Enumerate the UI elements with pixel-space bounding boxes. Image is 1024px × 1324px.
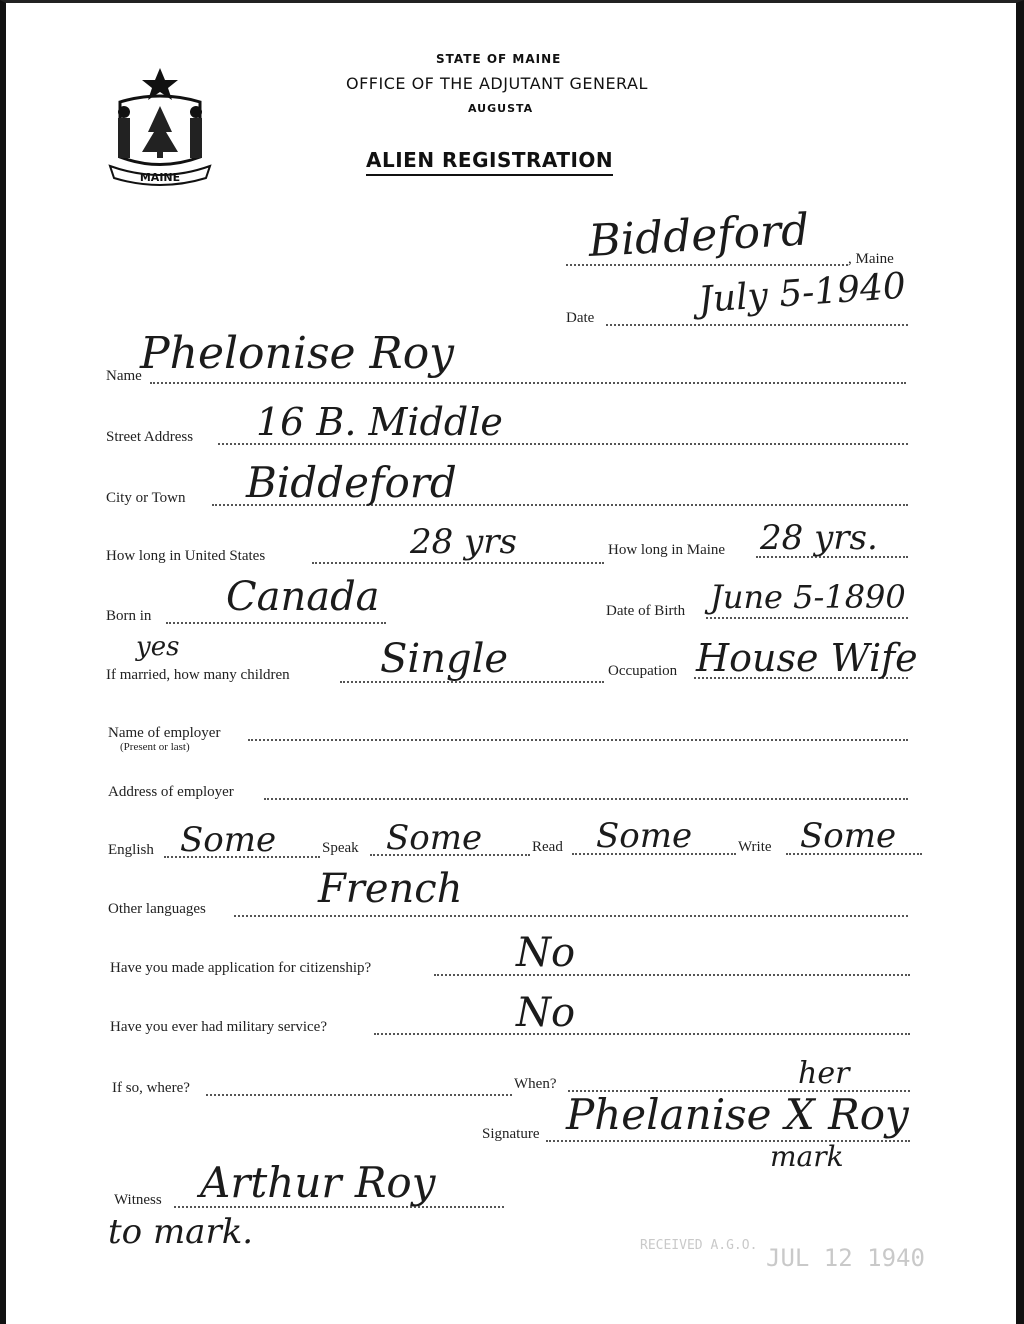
- employer-name-line: [248, 739, 908, 741]
- occupation-label: Occupation: [608, 663, 678, 679]
- town-value: Biddeford: [587, 204, 811, 267]
- married-note-value: yes: [136, 632, 180, 662]
- maine-label: , Maine: [848, 251, 894, 267]
- signature-value: Phelanise X Roy: [566, 1090, 909, 1139]
- if-married-label: If married, how many children: [106, 667, 290, 683]
- employer-address-line: [264, 798, 908, 800]
- form-title: ALIEN REGISTRATION: [366, 148, 613, 176]
- children-value: Single: [380, 636, 509, 682]
- speak-value: Some: [386, 818, 483, 858]
- born-in-label: Born in: [106, 608, 152, 624]
- other-languages-label: Other languages: [108, 901, 206, 917]
- how-long-us-value: 28 yrs: [410, 522, 517, 562]
- date-of-birth-value: June 5-1890: [710, 578, 906, 616]
- how-long-maine-value: 28 yrs.: [760, 518, 878, 558]
- witness-value: Arthur Roy: [200, 1158, 436, 1207]
- born-in-line: [166, 622, 386, 624]
- signature-line: [546, 1140, 910, 1142]
- street-label: Street Address: [106, 429, 194, 445]
- how-long-maine-label: How long in Maine: [608, 542, 726, 558]
- employer-name-label: Name of employer: [108, 725, 221, 741]
- english-value: Some: [180, 820, 277, 860]
- witness-note-value: to mark.: [108, 1212, 254, 1252]
- how-long-us-label: How long in United States: [106, 548, 266, 564]
- date-of-birth-label: Date of Birth: [606, 603, 686, 619]
- street-value: 16 B. Middle: [256, 400, 503, 444]
- employer-address-label: Address of employer: [108, 784, 234, 800]
- military-line: [374, 1033, 910, 1035]
- mark-word-value: mark: [770, 1140, 844, 1173]
- occupation-value: House Wife: [696, 636, 918, 680]
- date-of-birth-line: [706, 617, 908, 619]
- read-label: Read: [532, 839, 563, 855]
- header-office: OFFICE OF THE ADJUTANT GENERAL: [346, 74, 648, 93]
- seal-text: MAINE: [139, 171, 181, 184]
- speak-label: Speak: [322, 840, 359, 856]
- date-line: [606, 324, 908, 326]
- date-value: July 5-1940: [697, 265, 908, 321]
- citizenship-value: No: [516, 930, 576, 976]
- citizenship-line: [434, 974, 910, 976]
- born-in-value: Canada: [226, 574, 380, 620]
- when-label: When?: [514, 1076, 557, 1092]
- citizenship-label: Have you made application for citizenship?: [110, 960, 372, 976]
- english-label: English: [108, 842, 154, 858]
- received-stamp-date: JUL 12 1940: [766, 1244, 925, 1272]
- other-languages-value: French: [318, 866, 463, 912]
- military-label: Have you ever had military service?: [110, 1019, 327, 1035]
- signature-label: Signature: [482, 1126, 540, 1142]
- military-value: No: [516, 990, 576, 1036]
- name-label: Name: [106, 368, 142, 384]
- write-value: Some: [800, 816, 897, 856]
- how-long-us-line: [312, 562, 604, 564]
- received-stamp-label: RECEIVED A.G.O.: [640, 1238, 758, 1253]
- city-label: City or Town: [106, 490, 186, 506]
- header-city: AUGUSTA: [468, 102, 534, 115]
- mark-her-value: her: [798, 1056, 850, 1091]
- employer-name-sublabel: (Present or last): [120, 741, 190, 753]
- if-so-where-label: If so, where?: [112, 1080, 190, 1096]
- name-line: [150, 382, 906, 384]
- header-state: STATE OF MAINE: [436, 52, 562, 66]
- write-label: Write: [738, 839, 772, 855]
- where-line: [206, 1094, 512, 1096]
- date-label: Date: [566, 310, 595, 326]
- witness-label: Witness: [114, 1192, 162, 1208]
- city-value: Biddeford: [246, 458, 457, 507]
- other-languages-line: [234, 915, 908, 917]
- state-seal-icon: [100, 62, 220, 192]
- name-value: Phelonise Roy: [140, 328, 455, 379]
- read-value: Some: [596, 816, 693, 856]
